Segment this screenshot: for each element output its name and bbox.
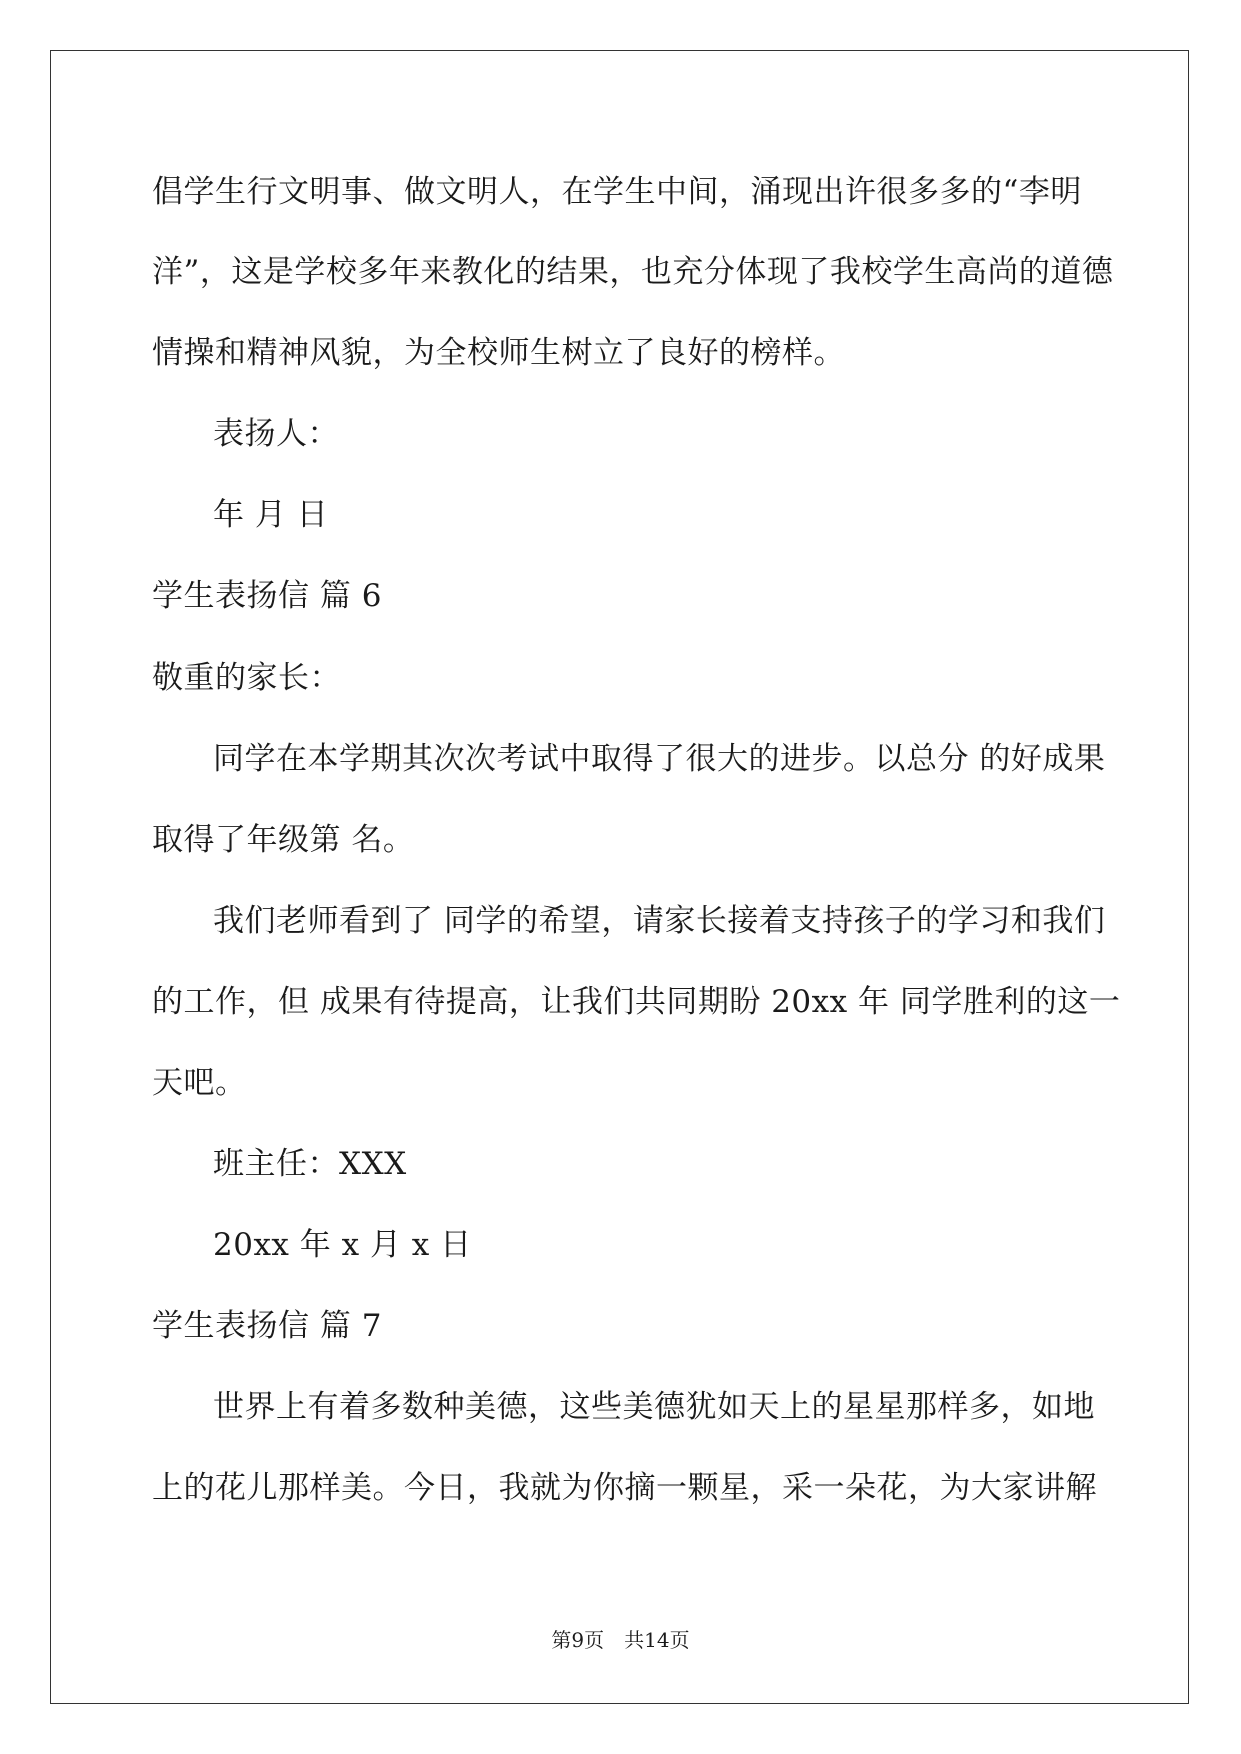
body-text-line: 同学在本学期其次次考试中取得了很大的进步。以总分 的好成果 [213,741,1106,777]
salutation: 敬重的家长： [152,660,341,696]
signature-label: 班主任：XXX [213,1146,407,1182]
signature-label: 表扬人： [213,416,339,452]
body-text-line: 我们老师看到了 同学的希望，请家长接着支持孩子的学习和我们 [213,903,1106,939]
body-text-line: 世界上有着多数种美德，这些美德犹如天上的星星那样多，如地 [213,1389,1095,1425]
body-text-line: 倡学生行文明事、做文明人，在学生中间，涌现出许很多多的“李明 [152,174,1082,210]
body-text-line: 情操和精神风貌，为全校师生树立了良好的榜样。 [152,335,845,371]
date-line: 20xx 年 x 月 x 日 [213,1227,472,1263]
date-placeholder: 年 月 日 [213,497,329,533]
body-text-line: 洋”，这是学校多年来教化的结果，也充分体现了我校学生高尚的道德 [152,254,1114,290]
section-heading: 学生表扬信 篇 6 [152,578,382,614]
page-number: 第9页 共14页 [551,1628,690,1652]
page-border [50,50,1189,1704]
body-text-line: 取得了年级第 名。 [152,822,415,858]
body-text-line: 上的花儿那样美。今日，我就为你摘一颗星，采一朵花，为大家讲解 [152,1470,1097,1506]
body-text-line: 天吧。 [152,1065,247,1101]
body-text-line: 的工作，但 成果有待提高，让我们共同期盼 20xx 年 同学胜利的这一 [152,984,1121,1020]
section-heading: 学生表扬信 篇 7 [152,1308,382,1344]
